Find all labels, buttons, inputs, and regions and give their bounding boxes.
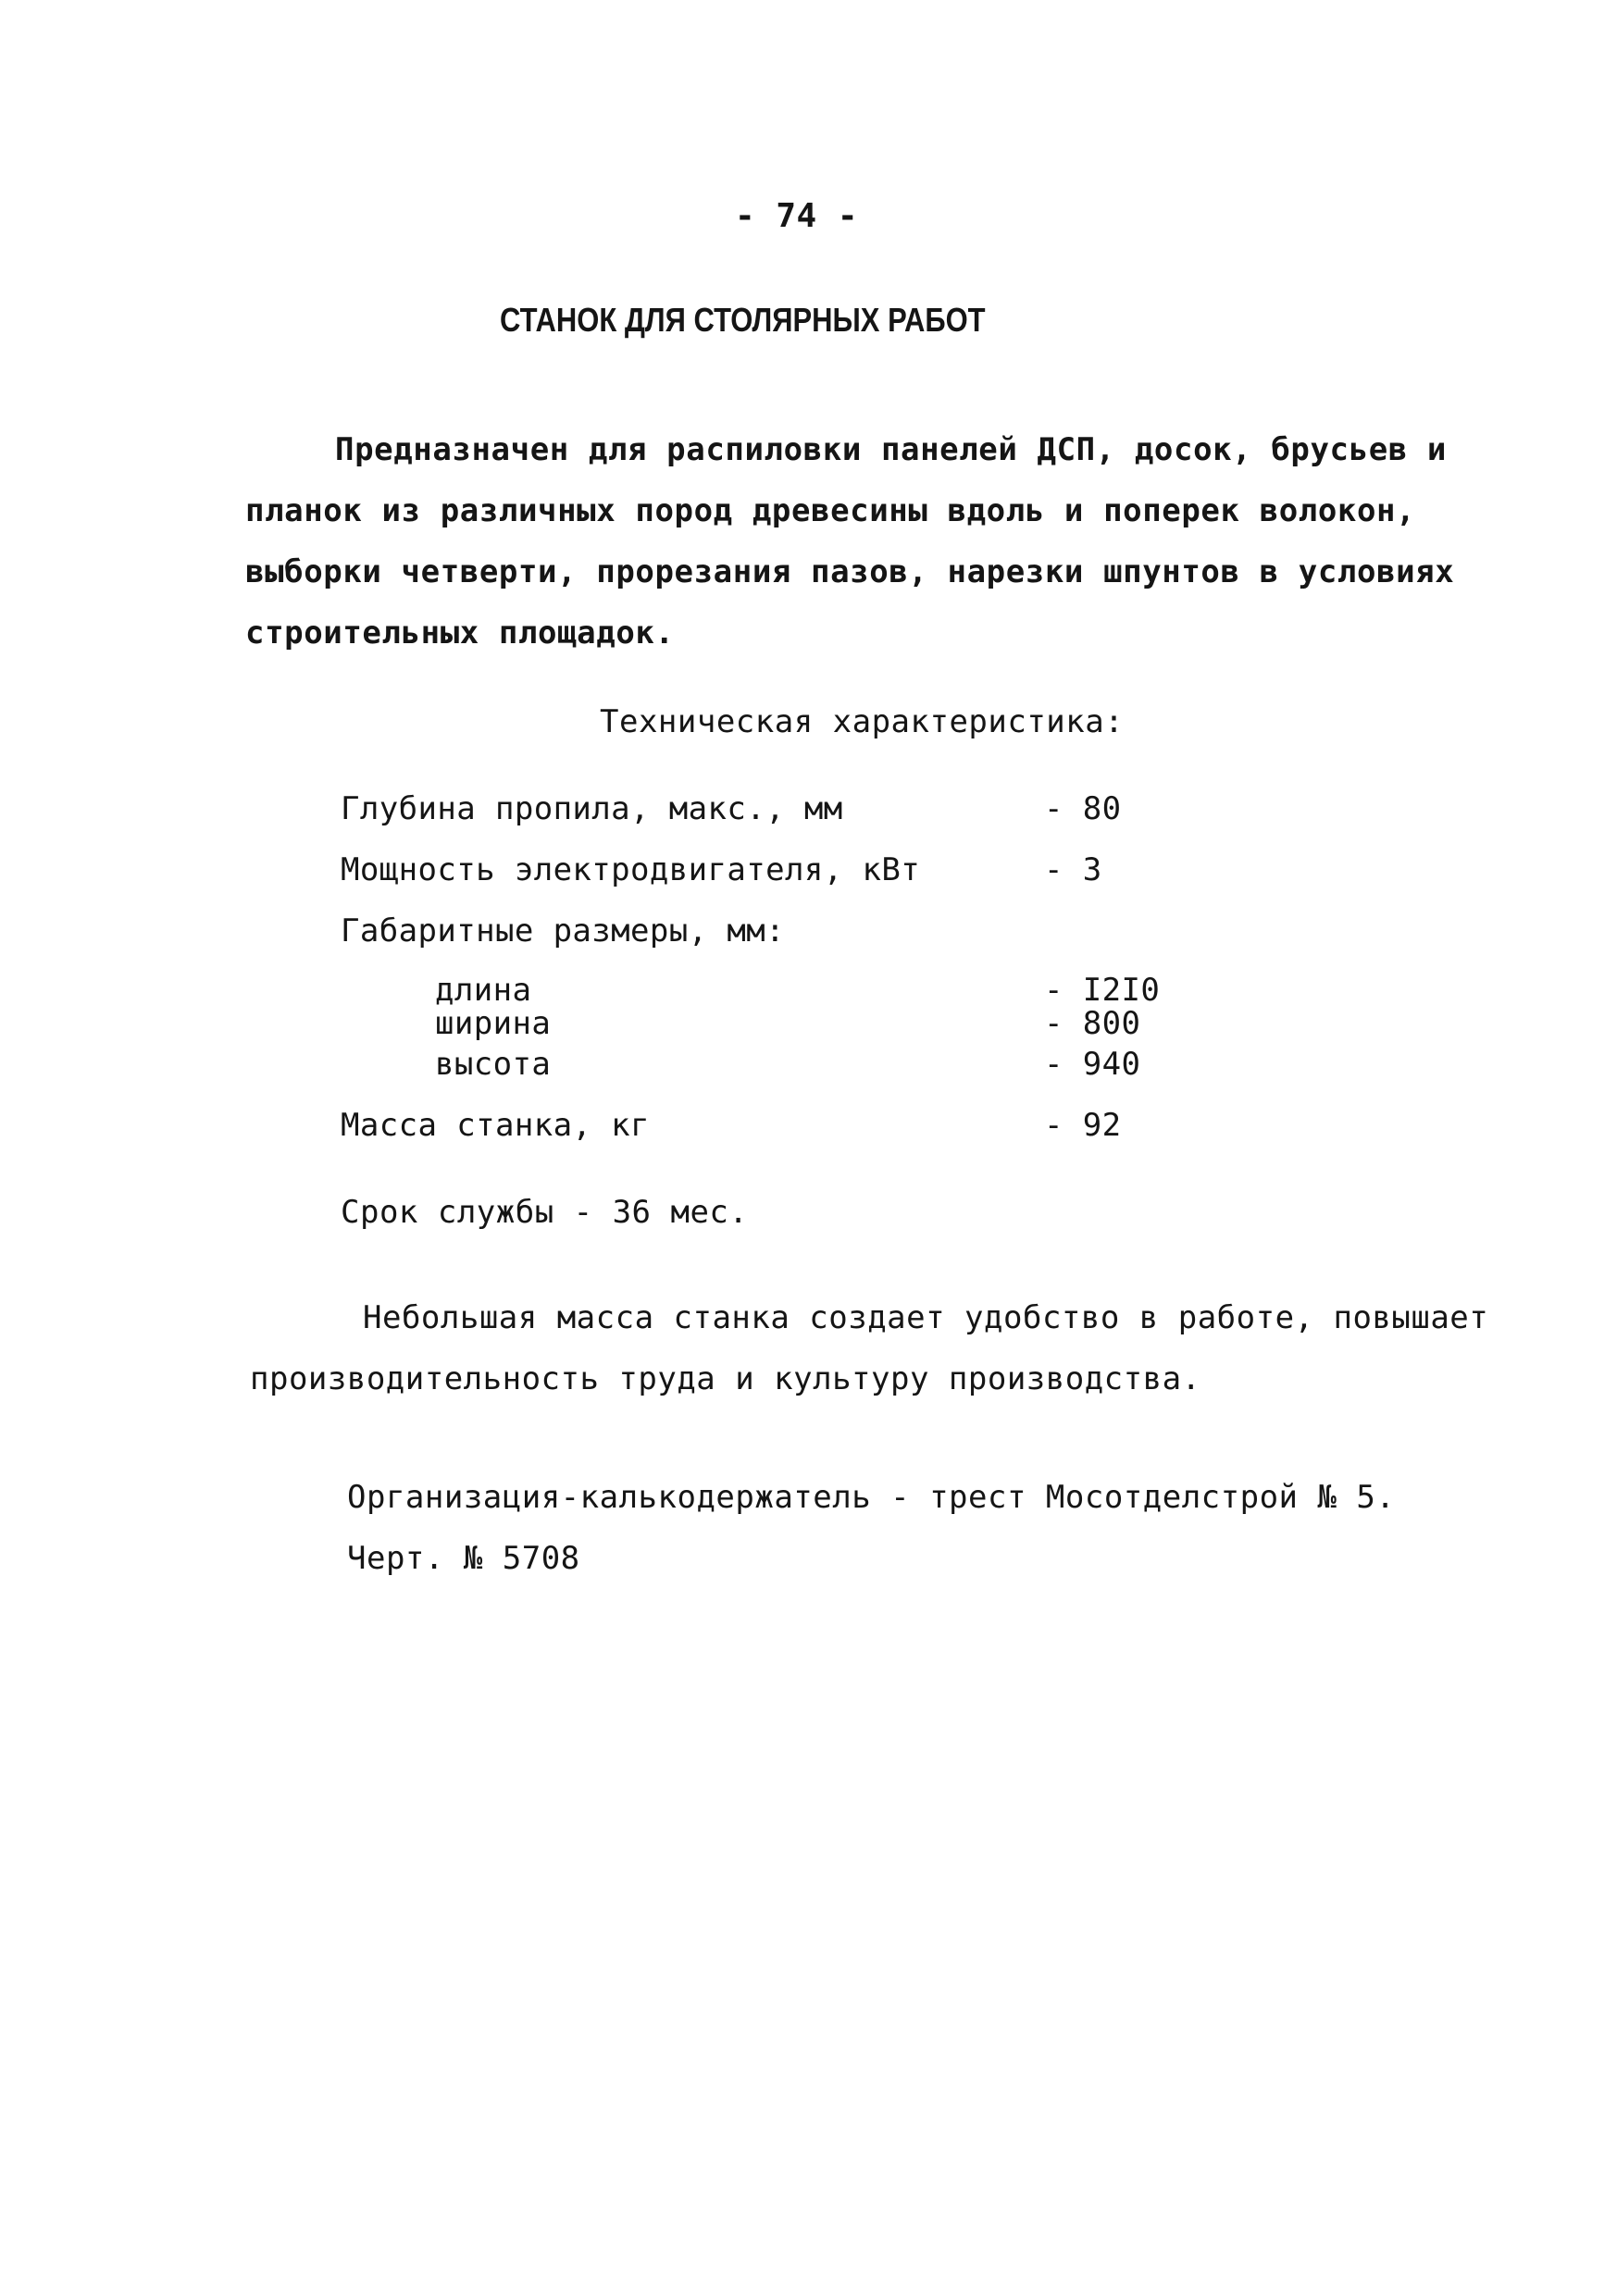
drawing-number: Черт. № 5708 xyxy=(347,1540,580,1577)
spec-mass-label: Масса станка, кг xyxy=(341,1107,650,1144)
spec-mass-value: - 92 xyxy=(1044,1107,1122,1144)
service-life: Срок службы - 36 мес. xyxy=(341,1194,749,1231)
spec-depth-value: - 80 xyxy=(1044,790,1122,827)
spec-width-value: - 800 xyxy=(1044,1005,1141,1042)
benefit-line-1: Небольшая масса станка создает удобство в работе, повышает xyxy=(363,1299,1489,1336)
page-number: - 74 - xyxy=(735,197,859,235)
intro-line-4: строительных площадок. xyxy=(245,614,675,652)
intro-line-1: Предназначен для распиловки панелей ДСП, досок, брусьев и xyxy=(335,431,1447,468)
spec-dimensions-label: Габаритные размеры, мм: xyxy=(341,912,786,949)
spec-height-label: высота xyxy=(435,1046,552,1083)
spec-power-value: - 3 xyxy=(1044,851,1102,888)
spec-width-label: ширина xyxy=(435,1005,552,1042)
document-title: СТАНОК ДЛЯ СТОЛЯРНЫХ РАБОТ xyxy=(500,301,986,339)
spec-height-value: - 940 xyxy=(1044,1046,1141,1083)
spec-length-value: - I2I0 xyxy=(1044,972,1161,1009)
specs-heading: Техническая характеристика: xyxy=(600,703,1125,740)
spec-depth-label: Глубина пропила, макс., мм xyxy=(341,790,843,827)
spec-power-label: Мощность электродвигателя, кВт xyxy=(341,851,921,888)
intro-line-2: планок из различных пород древесины вдоль и поперек волокон, xyxy=(245,492,1416,529)
benefit-line-2: производительность труда и культуру производства. xyxy=(250,1360,1201,1397)
spec-length-label: длина xyxy=(435,972,532,1009)
intro-line-3: выборки четверти, прорезания пазов, нарезки шпунтов в условиях xyxy=(245,553,1455,590)
organization-holder: Организация-калькодержатель - трест Мосотделстрой № 5. xyxy=(347,1479,1396,1516)
